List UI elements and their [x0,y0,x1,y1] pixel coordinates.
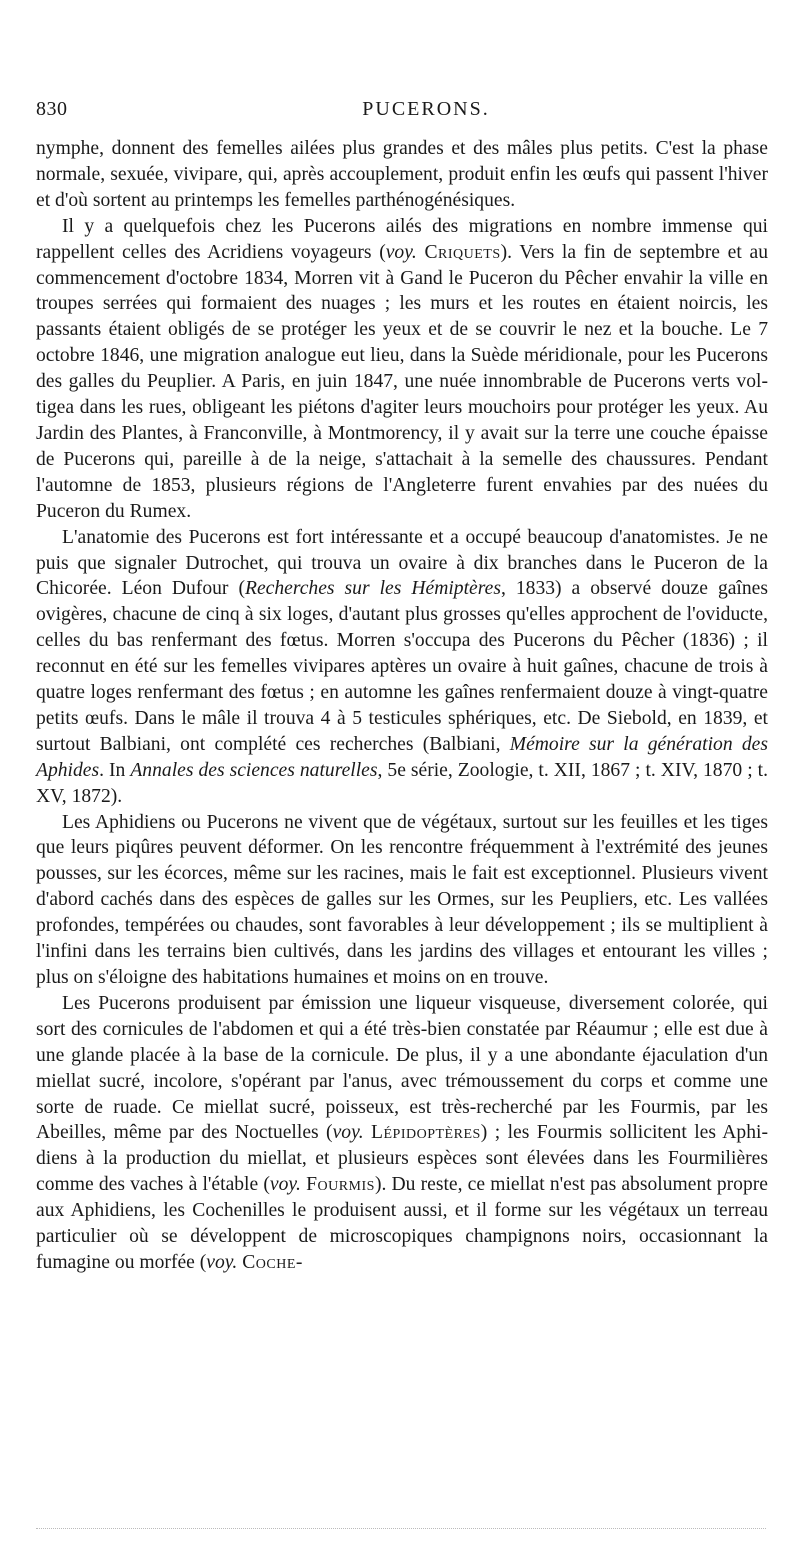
running-head: PUCERONS. [362,98,490,120]
text-segment: nymphe, donnent des femelles ailées plus grandes et des mâles plus petits. C'est la phase normale, sexuée, vivipare, qui, après accouplement, produit enfin les œufs qui passent l'hiver et d'où sortent au printemps les femelles parthénogénésiques. [36,138,768,211]
small-caps-segment: Criquets [424,241,501,263]
paragraph-4 [36,810,768,991]
small-caps-segment: Fourmis [306,1174,375,1196]
text-segment: Les Pucerons produisent par émission une liqueur visqueuse, diversement colorée, qui sort des cornicules de l'abdomen et qui a été très-bien constatée par Réaumur ; elle est due à une glande placée à la base de la cornicule. De plus, il y a une abondante éjaculation d'un miellat sucré, incolore, s'opérant par l'anus, avec trémoussement du corps et comme une sorte de ruade. Ce miellat sucré, poisseux, est très-recherché par les Fourmis, par les Abeilles, même par des Noctuelles ( [36,992,768,1144]
italic-segment: Mémoire sur la génération des Aphides [36,733,768,781]
text-segment: Il y a quelquefois chez les Pucerons ailés des migrations en nombre immense qui rappellent celles des Acridiens voyageurs ( [36,215,768,263]
text-segment: , 5e série, Zoologie, t. XII, 1867 ; t. XIV, 1870 ; t. XV, 1872). [36,759,768,807]
text-segment [364,1122,371,1143]
paragraph-2 [36,214,768,525]
text-segment: ). Vers la fin de septembre et au commencement d'octobre 1834, Morren vit à Gand le Puceron du Pêcher envahir la ville en troupes serrées qui formaient des nuages ; les murs et les routes en étaient noircis, les passants étaient obligés de se protéger les yeux et de se couvrir le nez et la bouche. Le 7 octobre 1846, une migration analogue eut lieu, dans la Suède méridionale, pour les Pucerons des galles du Peuplier. A Paris, en juin 1847, une nuée innombrable de Pucerons verts voltigea dans les rues, obligeant les piétons d'agiter leurs mouchoirs pour protéger les yeux. Au Jardin des Plantes, à Franconville, à Montmorency, il y avait sur la terre une couche épaisse de Pucerons qui, pareille à de la neige, s'attachait à la semelle des chaussures. Pendant l'automne de 1853, plusieurs régions de l'Angleterre furent envahies par des nuées du Puceron du Rumex. [36,241,768,522]
small-caps-segment: Coche- [242,1251,303,1273]
small-caps-segment: Lépidoptères [371,1122,481,1144]
italic-segment: Recherches sur les Hémiptères [244,578,501,600]
paragraph-5 [36,991,768,1276]
text-segment: ). Du reste, ce miellat n'est pas absolument propre aux Aphidiens, les Cochenilles le produisent aussi, et il forme sur les végétaux un terreau particulier où se développent de microscopiques champignons noirs, occasionnant la fumagine ou morfée ( [36,1174,768,1273]
body-text [36,136,768,1276]
italic-segment: voy. [385,241,417,263]
footer-rule [36,1528,766,1529]
italic-segment: voy. [269,1174,301,1196]
italic-segment: voy. [206,1251,238,1273]
text-segment: L'anatomie des Pucerons est fort intéressante et a occupé beaucoup d'anatomistes. Je ne puis que signaler Dutrochet, qui trouva un ovaire à dix branches dans le Puceron de la Chicorée. Léon Dufour ( [36,526,768,600]
italic-segment: Annales des sciences naturelles [130,759,378,781]
page-number: 830 [36,98,68,120]
paragraph-3 [36,525,768,810]
text-segment: ) ; les Fourmis sollicitent les Aphidiens à la production du miellat, et plusieurs espèces sont élevées dans les Fourmilières comme des vaches à l'étable ( [36,1122,769,1196]
italic-segment: voy. [332,1122,364,1144]
text-segment: . In [99,759,131,781]
page-header [36,98,776,128]
text-segment: , 1833) a observé douze gaînes ovigères, chacune de cinq à six loges, d'autant plus grosses qu'elles approchent de l'oviducte, celles du bas renfermant des fœtus. Morren s'occupa des Pucerons du Pêcher (1836) ; il reconnut en été sur les femelles vivipares aptères un ovaire à huit gaînes, chacune de trois à quatre loges renfermant des fœtus ; en automne les gaînes renfermaient douze à vingt-quatre petits œufs. Dans le mâle il trouva 4 à 5 testicules sphériques, etc. De Siebold, en 1839, et surtout Balbiani, ont complété ces recherches (Balbiani, [36,578,768,755]
text-segment: Les Aphidiens ou Pucerons ne vivent que de végétaux, surtout sur les feuilles et les tiges que leurs piqûres peuvent déformer. On les rencontre fréquemment à l'extrémité des jeunes pousses, sur les écorces, même sur les racines, mais le fait est exceptionnel. Plusieurs vivent d'abord cachés dans des espèces de galles sur les Ormes, sur les Peupliers, etc. Les vallées profondes, tempérées ou chaudes, sont favorables à leur développement ; ils se multiplient à l'infini dans les terrains bien cultivés, dans les jardins des villages et entourant les villes ; plus on s'éloigne des habitations humaines et moins on en trouve. [36,811,768,988]
paragraph-1 [36,136,768,214]
